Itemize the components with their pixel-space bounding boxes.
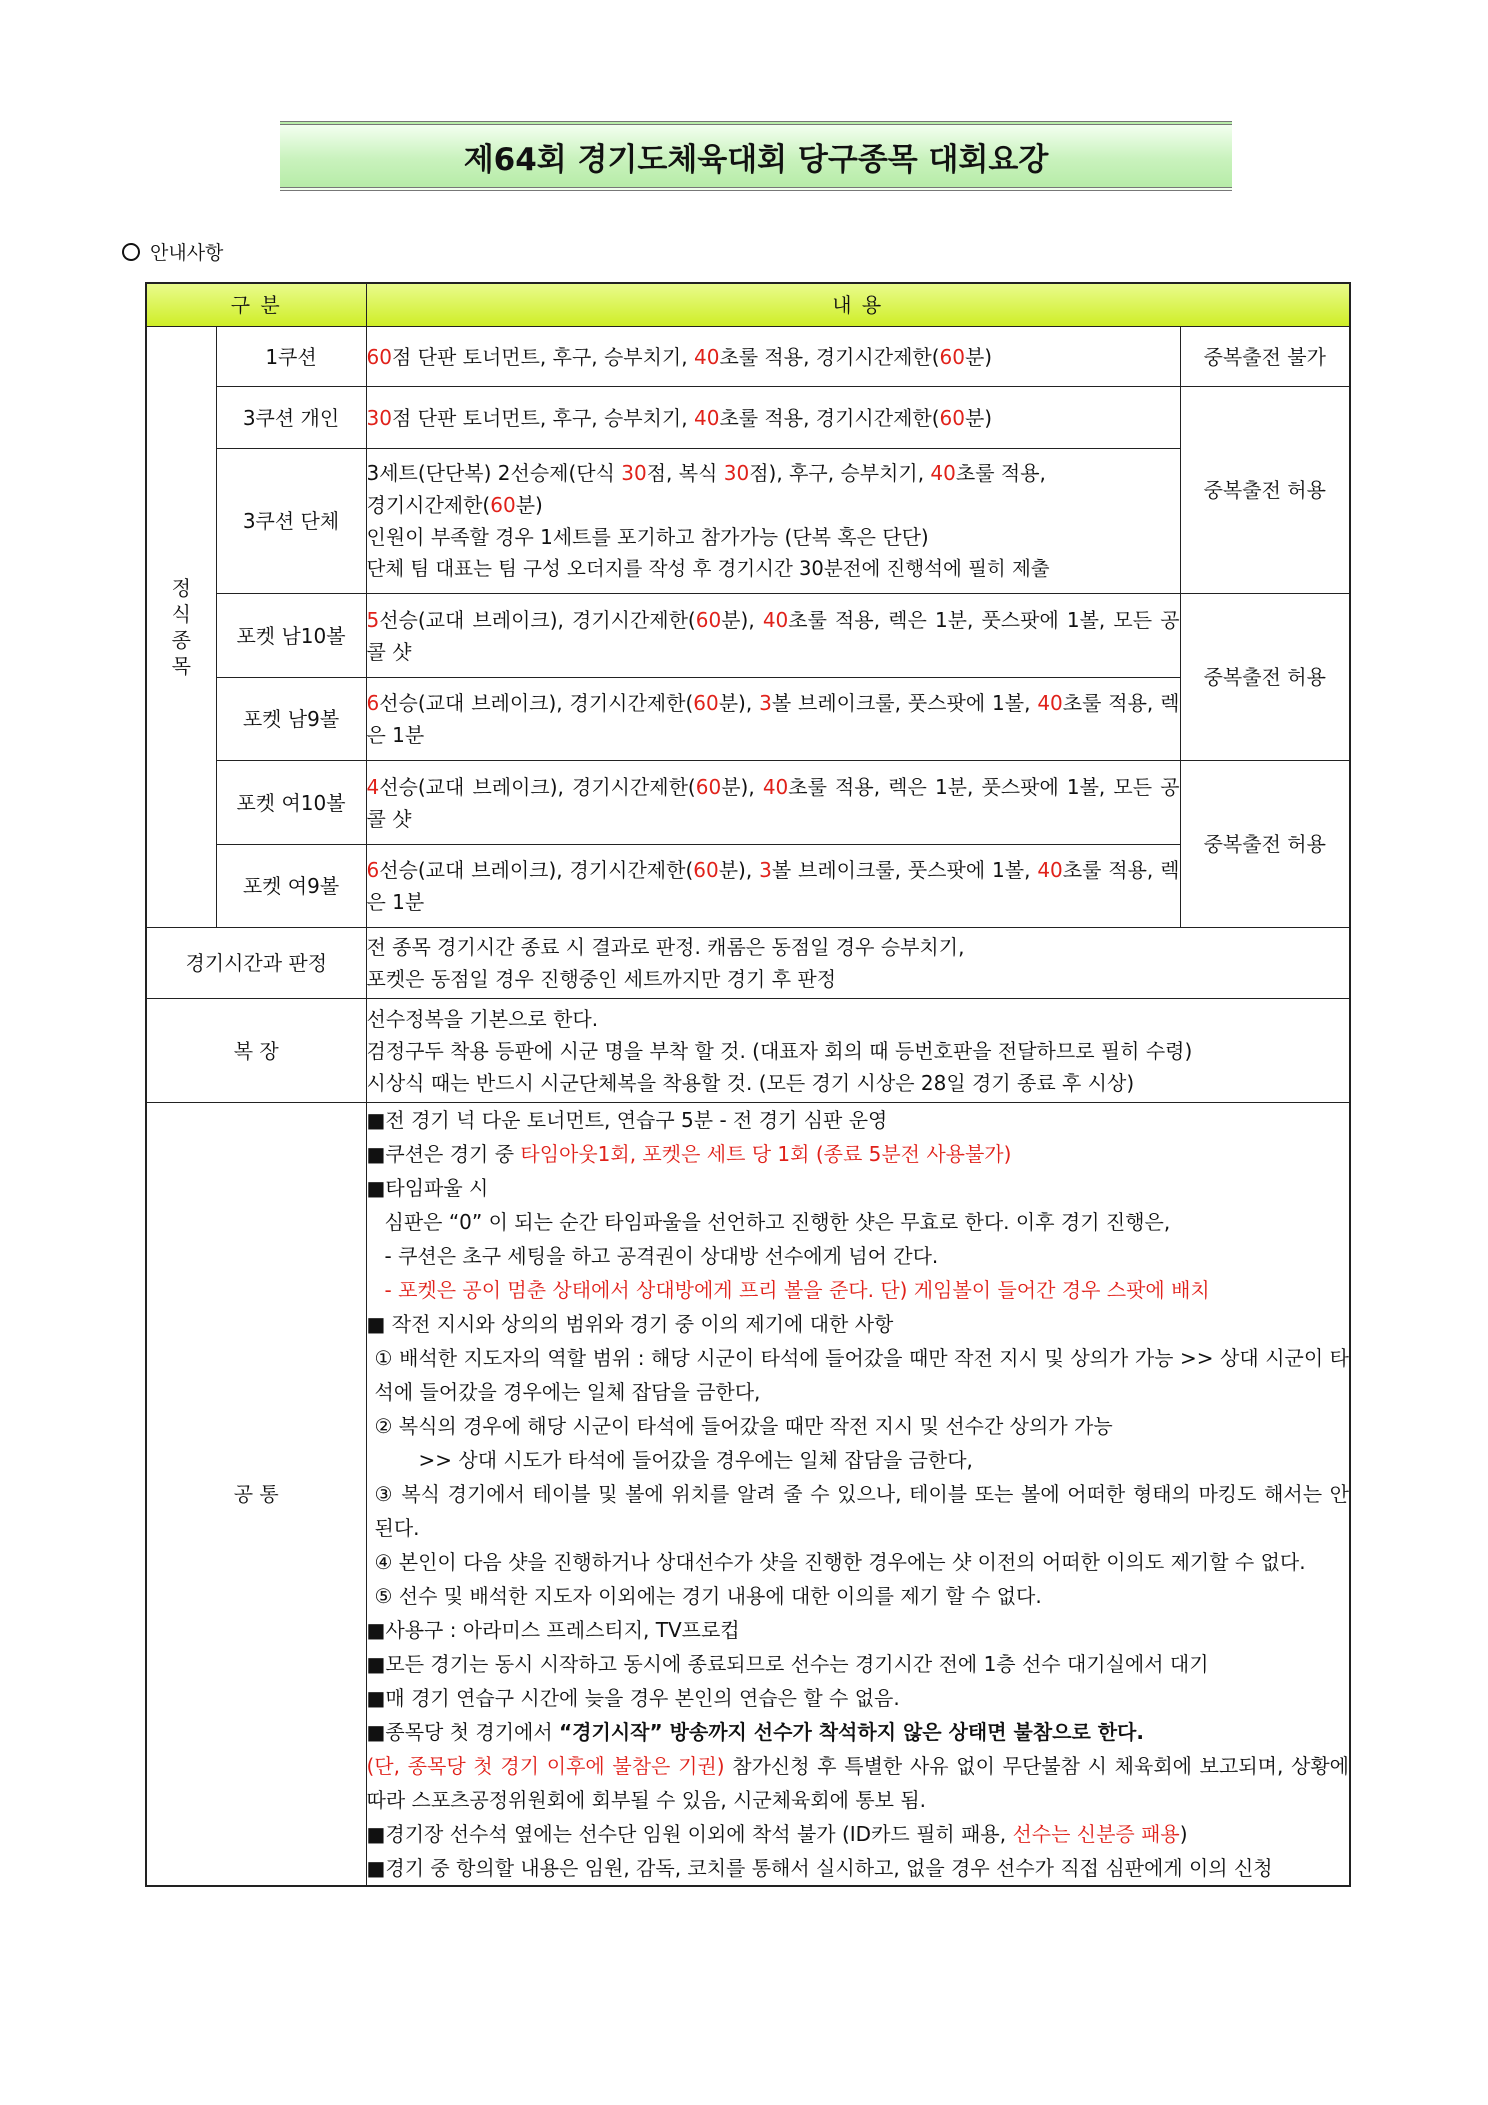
- header-category: 구 분: [146, 283, 366, 327]
- table-row: [146, 999, 1350, 1103]
- circle-bullet-icon: [122, 243, 140, 261]
- table-row: [146, 928, 1350, 999]
- event-note: 중복출전 허용: [1180, 761, 1350, 928]
- event-rules: 6선승(교대 브레이크), 경기시간제한(60분), 3볼 브레이크룰, 풋스팟에 1볼, 40초룰 적용, 렉은 1분: [366, 845, 1180, 928]
- table-row: [146, 845, 1350, 928]
- event-name: 포켓 남9볼: [216, 678, 366, 761]
- timing-content: 전 종목 경기시간 종료 시 결과로 판정. 캐롬은 동점일 경우 승부치기, 포켓은 동점일 경우 진행중인 세트까지만 경기 후 판정: [366, 928, 1350, 999]
- official-events-label: 정 식 종 목: [146, 327, 216, 928]
- event-rules: 6선승(교대 브레이크), 경기시간제한(60분), 3볼 브레이크룰, 풋스팟에 1볼, 40초룰 적용, 렉은 1분: [366, 678, 1180, 761]
- event-rules: 3세트(단단복) 2선승제(단식 30점, 복식 30점), 후구, 승부치기, 40초룰 적용, 경기시간제한(60분) 인원이 부족할 경우 1세트를 포기하고 참가가능 (단복 혹은 단단) 단체 팀 대표는 팀 구성 오더지를 작성 후 경기시간 30분전에 진행석에 필히 제출: [366, 449, 1180, 594]
- event-note: 중복출전 허용: [1180, 387, 1350, 594]
- notice-heading: [122, 238, 223, 265]
- event-rules: 4선승(교대 브레이크), 경기시간제한(60분), 40초룰 적용, 렉은 1분, 풋스팟에 1볼, 모든 공 콜 샷: [366, 761, 1180, 845]
- event-name: 1쿠션: [216, 327, 366, 387]
- attire-label: 복 장: [146, 999, 366, 1103]
- table-row: [146, 594, 1350, 678]
- notice-label: 안내사항: [150, 242, 224, 264]
- page-title: 제64회 경기도체육대회 당구종목 대회요강: [463, 141, 1049, 178]
- table-row: [146, 449, 1350, 594]
- event-note: 중복출전 불가: [1180, 327, 1350, 387]
- event-name: 포켓 여10볼: [216, 761, 366, 845]
- attire-content: 선수정복을 기본으로 한다. 검정구두 착용 등판에 시군 명을 부착 할 것. (대표자 회의 때 등번호판을 전달하므로 필히 수령) 시상식 때는 반드시 시군단체복을 착용할 것. (모든 경기 시상은 28일 경기 종료 후 시상): [366, 999, 1350, 1103]
- table-row: [146, 387, 1350, 449]
- table-row: [146, 327, 1350, 387]
- event-name: 포켓 여9볼: [216, 845, 366, 928]
- timing-label: 경기시간과 판정: [146, 928, 366, 999]
- event-rules: 5선승(교대 브레이크), 경기시간제한(60분), 40초룰 적용, 렉은 1분, 풋스팟에 1볼, 모든 공 콜 샷: [366, 594, 1180, 678]
- common-content: ■전 경기 넉 다운 토너먼트, 연습구 5분 - 전 경기 심판 운영 ■쿠션은 경기 중 타임아웃1회, 포켓은 세트 당 1회 (종료 5분전 사용불가) ■타임파울 시 심판은 “0” 이 되는 순간 타임파울을 선언하고 진행한 샷은 무효로 한다. 이후 경기 진행은, - 쿠션은 초구 세팅을 하고 공격권이 상대방 선수에게 넘어 간다. - 포켓은 공이 멈춘 상태에서 상대방에게 프리 볼을 준다. 단) 게임볼이 들어간 경우 스팟에 배치 ■ 작전 지시와 상의의 범위와 경기 중 이의 제기에 대한 사항 ① 배석한 지도자의 역할 범위 : 해당 시군이 타석에 들어갔을 때만 작전 지시 및 상의가 가능 >> 상대 시군이 타석에 들어갔을 경우에는 일체 잡담을 금한다, ② 복식의 경우에 해당 시군이 타석에 들어갔을 때만 작전 지시 및 선수간 상의가 가능 >> 상대 시도가 타석에 들어갔을 경우에는 일체 잡담을 금한다, ③ 복식 경기에서 테이블 및 볼에 위치를 알려 줄 수 있으나, 테이블 또는 볼에 어떠한 형태의 마킹도 해서는 안 된다. ④ 본인이 다음 샷을 진행하거나 상대선수가 샷을 진행한 경우에는 샷 이전의 어떠한 이의도 제기할 수 없다. ⑤ 선수 및 배석한 지도자 이외에는 경기 내용에 대한 이의를 제기 할 수 없다. ■사용구 : 아라미스 프레스티지, TV프로컵 ■모든 경기는 동시 시작하고 동시에 종료되므로 선수는 경기시간 전에 1층 선수 대기실에서 대기 ■매 경기 연습구 시간에 늦을 경우 본인의 연습은 할 수 없음. ■종목당 첫 경기에서 “경기시작” 방송까지 선수가 착석하지 않은 상태면 불참으로 한다. (단, 종목당 첫 경기 이후에 불참은 기권) 참가신청 후 특별한 사유 없이 무단불참 시 체육회에 보고되며, 상황에 따라 스포츠공정위원회에 회부될 수 있음, 시군체육회에 통보 됨. ■경기장 선수석 옆에는 선수단 임원 이외에 착석 불가 (ID카드 필히 패용, 선수는 신분증 패용) ■경기 중 항의할 내용은 임원, 감독, 코치를 통해서 실시하고, 없을 경우 선수가 직접 심판에게 이의 신청: [366, 1103, 1350, 1887]
- common-label: 공 통: [146, 1103, 366, 1887]
- event-note: 중복출전 허용: [1180, 594, 1350, 761]
- event-rules: 60점 단판 토너먼트, 후구, 승부치기, 40초룰 적용, 경기시간제한(60분): [366, 327, 1180, 387]
- table-row: [146, 1103, 1350, 1887]
- event-rules: 30점 단판 토너먼트, 후구, 승부치기, 40초룰 적용, 경기시간제한(60분): [366, 387, 1180, 449]
- rules-table: [145, 282, 1351, 1887]
- header-content: 내 용: [366, 283, 1350, 327]
- event-name: 포켓 남10볼: [216, 594, 366, 678]
- table-header-row: [146, 283, 1350, 327]
- event-name: 3쿠션 단체: [216, 449, 366, 594]
- table-row: [146, 678, 1350, 761]
- table-row: [146, 761, 1350, 845]
- title-banner: [280, 121, 1232, 191]
- event-name: 3쿠션 개인: [216, 387, 366, 449]
